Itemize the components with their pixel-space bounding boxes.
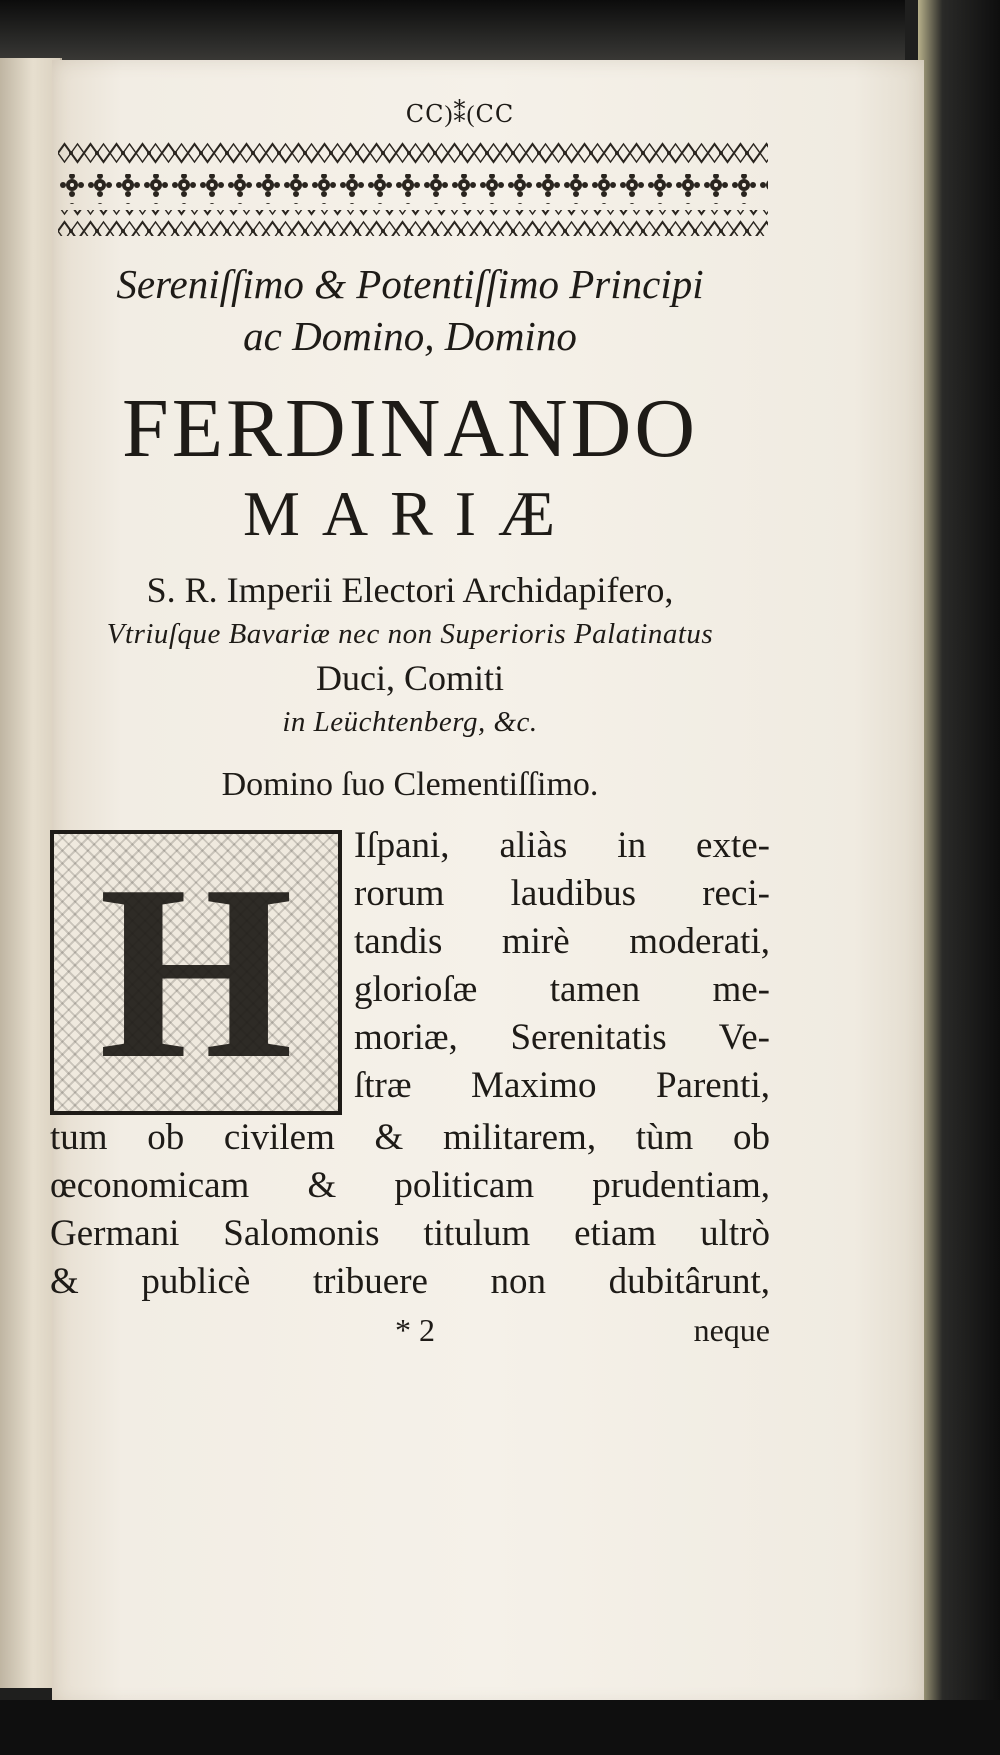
name-mariae: MARIÆ — [242, 478, 578, 549]
salutation: Domino ſuo Clementiſſimo. — [221, 766, 599, 803]
body-right-column — [354, 822, 770, 1110]
dedication-line-2: ac Domino, Domino — [243, 313, 577, 359]
body-line: tum ob civilem & militarem, tùm ob — [50, 1117, 770, 1158]
initial-letter: H — [98, 833, 294, 1111]
body-line: Germani Salomonis titulum etiam ultrò — [50, 1213, 770, 1254]
book-edge-top — [0, 0, 905, 62]
title-line-3: Duci, Comiti — [316, 658, 504, 698]
body-line: rorum laudibus reci- — [354, 873, 770, 914]
page-footer — [50, 1312, 770, 1349]
dedication-line-1: Sereniſſimo & Potentiſſimo Principi — [116, 261, 704, 307]
catchword: neque — [693, 1312, 770, 1348]
body-text — [50, 822, 770, 1349]
body-line: & publicè tribuere non dubitârunt, — [50, 1261, 770, 1302]
decorated-initial — [50, 830, 342, 1115]
name-ferdinando: FERDINANDO — [122, 382, 698, 475]
background-bottom — [0, 1700, 1000, 1755]
ornamental-border — [58, 140, 768, 244]
body-line: moriæ, Serenitatis Ve- — [354, 1017, 770, 1058]
background-right — [918, 0, 1000, 1755]
body-full-width — [50, 1114, 770, 1306]
body-line: glorioſæ tamen me- — [354, 969, 770, 1010]
body-line: œconomicam & politicam prudentiam, — [50, 1165, 770, 1206]
body-line: tandis mirè moderati, — [354, 921, 770, 962]
page-content — [50, 100, 770, 1349]
body-line: ſtræ Maximo Parenti, — [354, 1065, 770, 1106]
body-line: Iſpani, aliàs in exte- — [354, 825, 770, 866]
signature-mark: * 2 — [395, 1312, 435, 1348]
running-head-ornament: ⅭⅭ)⁑(ⅭⅭ — [405, 102, 515, 128]
title-line-2: Vtriuſque Bavariæ nec non Superioris Palatinatus — [106, 618, 714, 650]
title-line-1: S. R. Imperii Electori Archidapifero, — [146, 570, 674, 610]
title-line-4: in Leüchtenberg, &c. — [282, 706, 538, 738]
